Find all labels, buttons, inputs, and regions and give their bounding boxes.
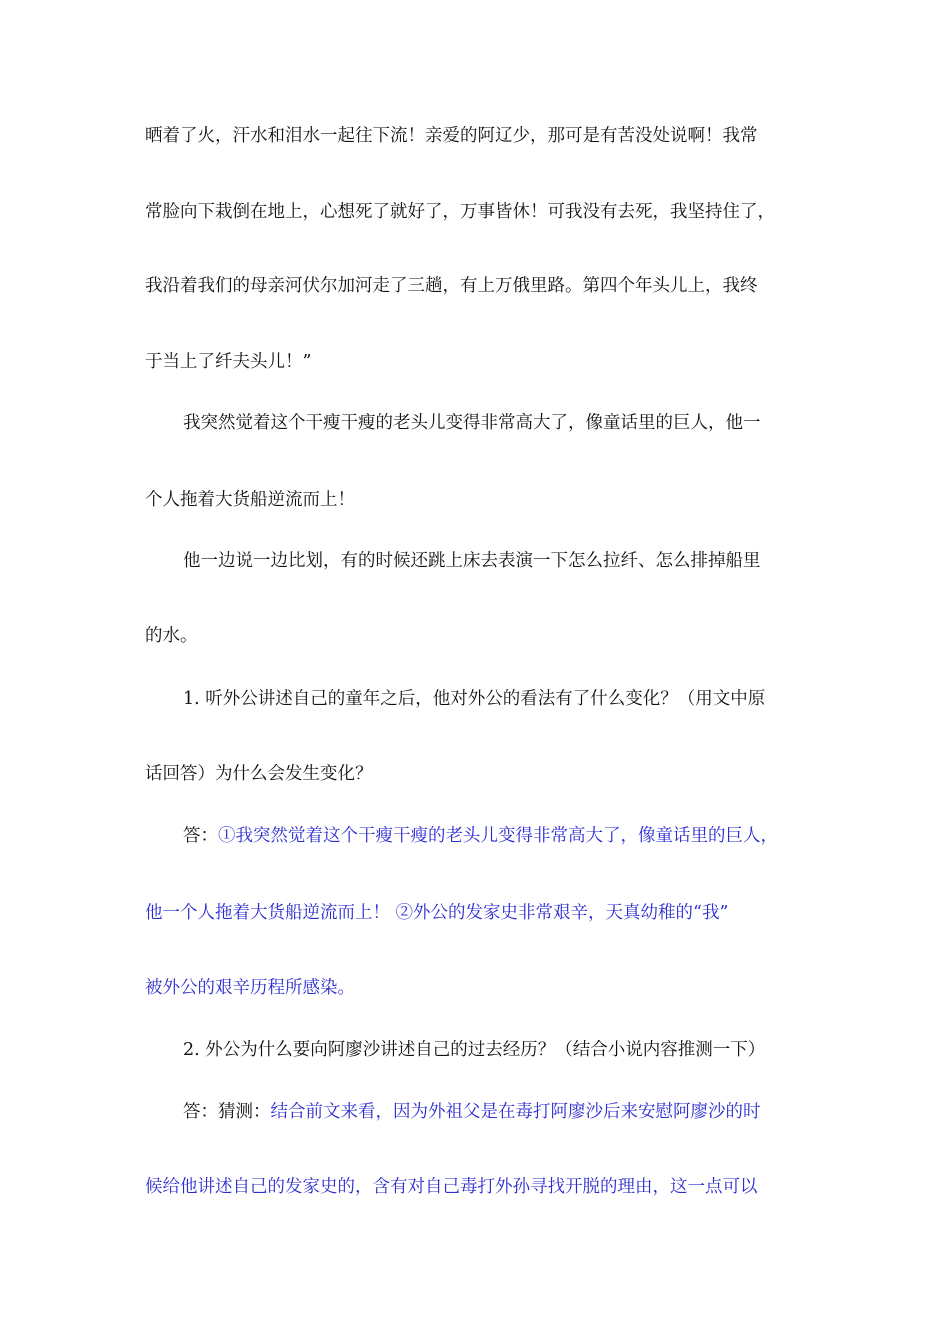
question-line: 2. 外公为什么要向阿廖沙讲述自己的过去经历？（结合小说内容推测一下） [183,1040,766,1060]
paragraph-line: 的水。 [145,626,198,646]
paragraph-line: 他一边说一边比划，有的时候还跳上床去表演一下怎么拉纤、怎么排掉船里 [183,551,761,571]
answer-text: 结合前文来看，因为外祖父是在毒打阿廖沙后来安慰阿廖沙的时 [270,1102,761,1122]
answer-label: 答： [183,826,218,846]
answer-line [183,1100,761,1124]
answer-label: 答：猜测： [183,1102,271,1122]
paragraph-line: 我突然觉着这个干瘦干瘦的老头儿变得非常高大了，像童话里的巨人，他一 [183,413,761,433]
answer-text: ①我突然觉着这个干瘦干瘦的老头儿变得非常高大了，像童话里的巨人， [218,826,778,846]
question-line: 1. 听外公讲述自己的童年之后，他对外公的看法有了什么变化？（用文中原 [183,689,766,709]
paragraph-line: 我沿着我们的母亲河伏尔加河走了三趟，有上万俄里路。第四个年头儿上，我终 [145,276,758,296]
answer-line: 被外公的艰辛历程所感染。 [145,978,355,998]
question-line: 话回答）为什么会发生变化？ [145,764,373,784]
paragraph-line: 个人拖着大货船逆流而上！ [145,490,355,510]
paragraph-line: 晒着了火，汗水和泪水一起往下流！亲爱的阿辽少，那可是有苦没处说啊！我常 [145,126,758,146]
answer-line: 候给他讲述自己的发家史的，含有对自己毒打外孙寻找开脱的理由，这一点可以 [145,1177,758,1197]
answer-line [183,824,778,848]
answer-line: 他一个人拖着大货船逆流而上！ ②外公的发家史非常艰辛，天真幼稚的“我” [145,903,729,923]
paragraph-line: 常脸向下栽倒在地上，心想死了就好了，万事皆休！可我没有去死，我坚持住了， [145,202,775,222]
paragraph-line: 于当上了纤夫头儿！” [145,352,312,372]
